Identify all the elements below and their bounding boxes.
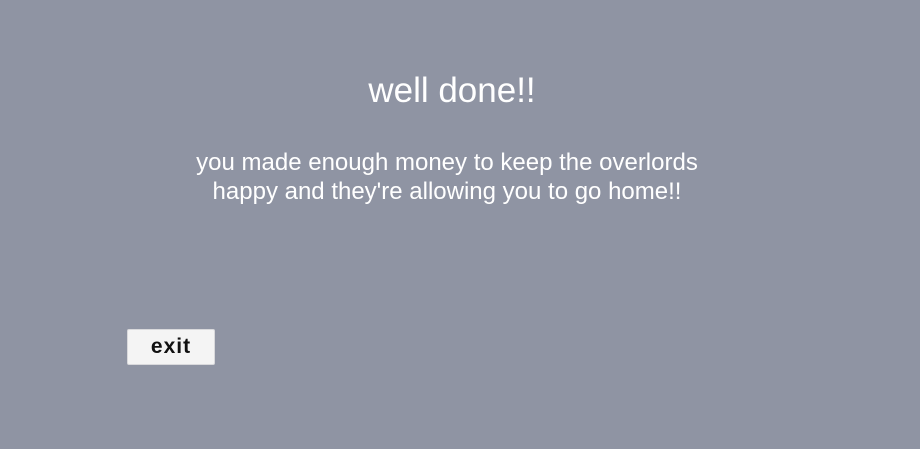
end-message-line-1: you made enough money to keep the overlords [196,149,698,176]
end-title: well done!! [368,71,536,110]
end-message-line-2: happy and they're allowing you to go home!! [212,178,682,205]
exit-button[interactable]: exit [127,329,215,365]
end-message [0,148,894,206]
